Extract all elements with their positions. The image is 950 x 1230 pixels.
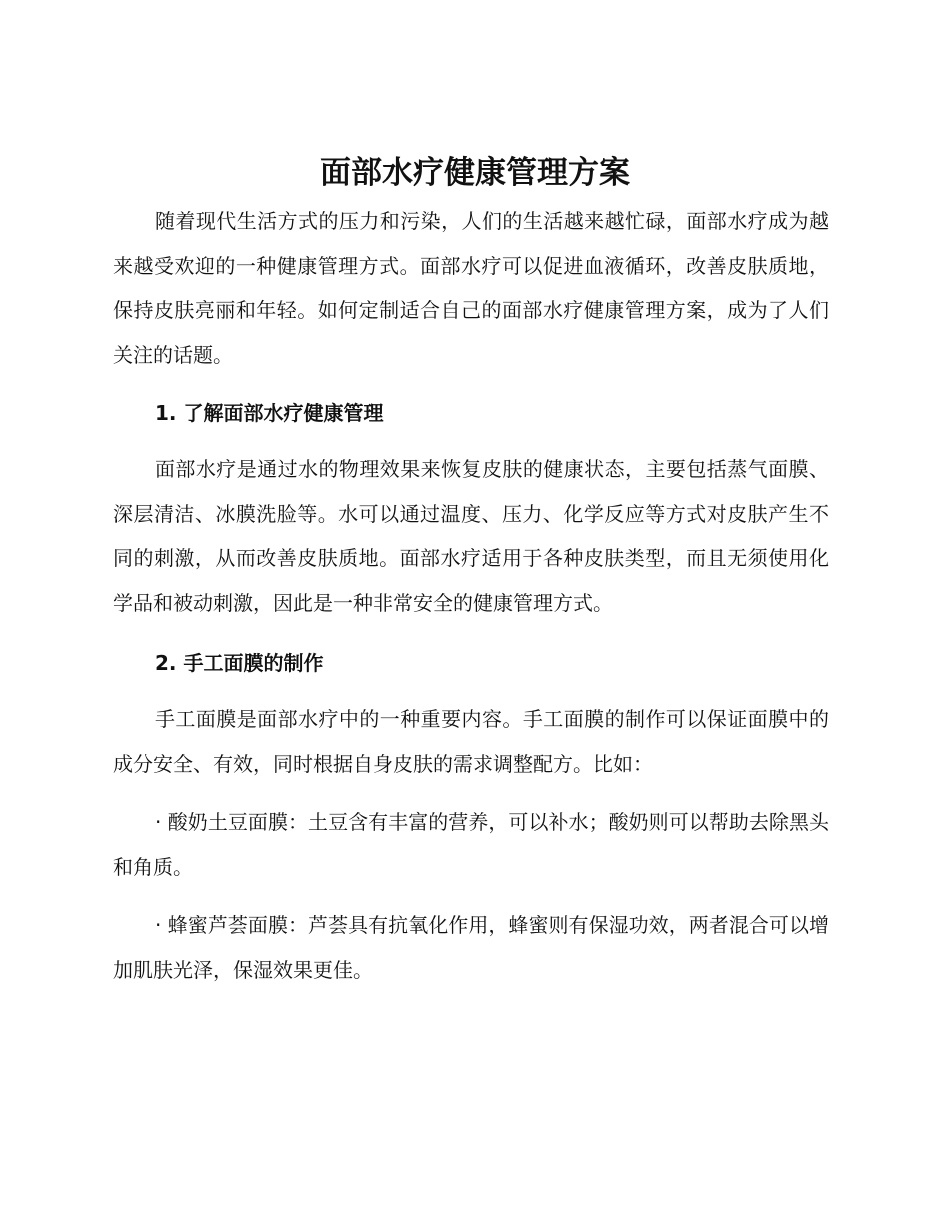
document-title: 面部水疗健康管理方案 bbox=[320, 155, 630, 191]
bullet-item-honey-aloe-mask: · 蜂蜜芦荟面膜：芦荟具有抗氧化作用，蜂蜜则有保湿功效，两者混合可以增加肌肤光泽，保湿效果更佳。 bbox=[113, 913, 829, 982]
section-2-heading: 2. 手工面膜的制作 bbox=[155, 651, 324, 675]
intro-paragraph: 随着现代生活方式的压力和污染，人们的生活越来越忙碌，面部水疗成为越来越受欢迎的一种健康管理方式。面部水疗可以促进血液循环，改善皮肤质地，保持皮肤亮丽和年轻。如何定制适合自己的面部水疗健康管理方案，成为了人们关注的话题。 bbox=[113, 209, 829, 367]
section-1-paragraph: 面部水疗是通过水的物理效果来恢复皮肤的健康状态，主要包括蒸气面膜、深层清洁、冰膜洗脸等。水可以通过温度、压力、化学反应等方式对皮肤产生不同的刺激，从而改善皮肤质地。面部水疗适用于各种皮肤类型，而且无须使用化学品和被动刺激，因此是一种非常安全的健康管理方式。 bbox=[113, 457, 829, 615]
section-1-heading: 1. 了解面部水疗健康管理 bbox=[155, 401, 384, 425]
section-2-paragraph: 手工面膜是面部水疗中的一种重要内容。手工面膜的制作可以保证面膜中的成分安全、有效，同时根据自身皮肤的需求调整配方。比如： bbox=[113, 707, 829, 776]
bullet-item-yogurt-potato-mask: · 酸奶土豆面膜：土豆含有丰富的营养，可以补水；酸奶则可以帮助去除黑头和角质。 bbox=[113, 810, 829, 879]
